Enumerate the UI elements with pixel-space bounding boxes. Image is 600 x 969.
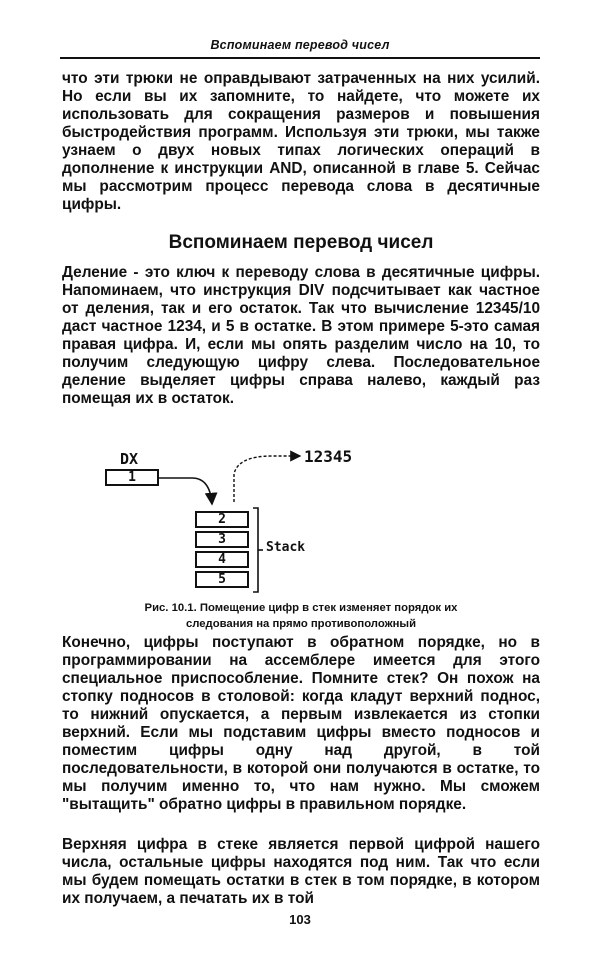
intro-paragraph: что эти трюки не оправдывают затраченных на них усилий. Но если вы их запомните, то найдете, что можете их использовать для сокращения размеров и повышения быстродействия программ. Используя эти трюки, мы также узнаем о двух новых типах логических операций в дополнение к инструкции AND, описанной в главе 5. Сейчас мы рассмотрим процесс перевода слова в десятичные цифры. (62, 70, 540, 213)
register-value: 1 (128, 470, 136, 485)
caption-line-2: следования на прямо противоположный (185, 618, 417, 630)
stack-label: Stack (266, 540, 306, 555)
caption-line-1: Рис. 10.1. Помещение цифр в стек изменяет порядок их (144, 602, 458, 614)
stack-bracket (253, 508, 258, 592)
stack-cell-value: 3 (218, 532, 226, 547)
stack-cell-value: 2 (218, 512, 226, 527)
stack-to-number-arrow (234, 456, 300, 502)
paragraph-stack: Конечно, цифры поступают в обратном порядке, но в программировании на ассемблере имеется для этого специальное приспособление. Помните стек? Он похож на стопку подносов в столовой: когда кладут верхний поднос, то нижний опускается, а первым извлекается из стопки верхний. Если мы подставим цифры вместо подносов и поместим цифры одну над другой, в той последовательности, в которой они получаются в остатке, то мы получим именно то, что нам нужно. Мы сможем "вытащить" обратно цифры в правильном порядке. (62, 634, 540, 813)
number-label: 12345 (304, 447, 353, 466)
figure-stack-diagram (62, 446, 540, 596)
paragraph-top-digit: Верхняя цифра в стеке является первой цифрой нашего числа, остальные цифры находятся под ним. Так что если мы будем помещать остатки в стек в том порядке, в котором их получаем, а печатать их в той (62, 836, 540, 907)
figure-caption (62, 600, 540, 632)
running-header: Вспоминаем перевод чисел (210, 38, 390, 52)
stack-cell-value: 4 (218, 552, 226, 567)
register-to-stack-arrow (158, 478, 212, 504)
header-rule (60, 57, 540, 59)
diagram-graphics (62, 446, 540, 596)
register-label: DX (120, 450, 139, 468)
stack-cell-value: 5 (218, 572, 226, 587)
paragraph-division: Деление - это ключ к переводу слова в десятичные цифры. Напоминаем, что инструкция DIV подсчитывает как частное от деления, так и его остаток. Так что вычисление 12345/10 даст частное 1234, и 5 в остатке. В этом примере 5-это самая правая цифра. И, если мы опять разделим число на 10, то получим следующую цифру слева. Последовательное деление выделяет цифры справа налево, каждый раз помещая их в остаток. (62, 264, 540, 407)
page-number: 103 (289, 912, 311, 927)
section-heading: Вспоминаем перевод чисел (168, 232, 434, 253)
